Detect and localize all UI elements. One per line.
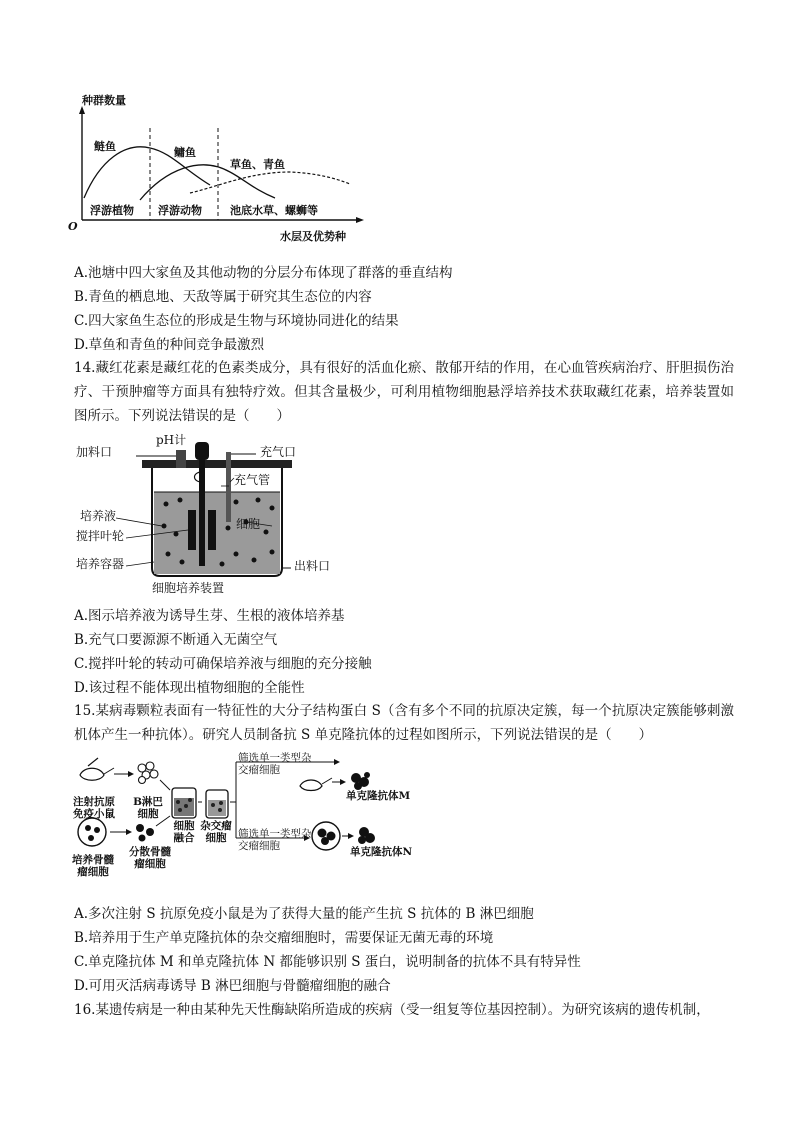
layer-phytoplankton: 浮游植物 bbox=[90, 204, 134, 217]
label-antibody-n: 单克隆抗体N bbox=[350, 846, 413, 858]
q15-stem: 15.某病毒颗粒表面有一特征性的大分子结构蛋白 S（含有多个不同的抗原决定簇，每一个抗原决定簇能够刺激机体产生一种抗体）。研究人员制备抗 S 单克隆抗体的过程如图所示，下列说法错误的是（ ） bbox=[74, 703, 734, 743]
q13-figure bbox=[68, 94, 370, 250]
layer-zooplankton: 浮游动物 bbox=[158, 204, 202, 217]
label-myeloma-culture: 培养骨髓瘤细胞 bbox=[72, 854, 114, 878]
x-axis-label: 水层及优势种 bbox=[280, 230, 346, 243]
label-container: 培养容器 bbox=[76, 557, 125, 571]
q15-option-b: B.培养用于生产单克隆抗体的杂交瘤细胞时，需要保证无菌无毒的环境 bbox=[74, 930, 494, 946]
label-b-cells: B淋巴细胞 bbox=[133, 796, 163, 820]
q14-option-d: D.该过程不能体现出植物细胞的全能性 bbox=[74, 680, 305, 696]
q13-option-d: D.草鱼和青鱼的种间竞争最激烈 bbox=[74, 337, 265, 353]
q14-option-a: A.图示培养液为诱导生芽、生根的液体培养基 bbox=[74, 608, 345, 624]
label-medium: 培养液 bbox=[80, 509, 117, 523]
q15-option-a: A.多次注射 S 抗原免疫小鼠是为了获得大量的能产生抗 S 抗体的 B 淋巴细胞 bbox=[74, 906, 534, 922]
label-ph-meter: pH计 bbox=[156, 433, 187, 447]
label-antibody-m: 单克隆抗体M bbox=[346, 790, 411, 802]
label-air-inlet: 充气口 bbox=[260, 445, 297, 459]
label-outlet: 出料口 bbox=[294, 559, 331, 573]
q13-option-c: C.四大家鱼生态位的形成是生物与环境协同进化的结果 bbox=[74, 313, 399, 329]
label-injected-mouse: 注射抗原免疫小鼠 bbox=[73, 796, 115, 820]
species-bighead-carp: 鳙鱼 bbox=[174, 146, 196, 159]
q15-option-c: C.单克隆抗体 M 和单克隆抗体 N 都能够识别 S 蛋白，说明制备的抗体不具有特异性 bbox=[74, 954, 581, 970]
q14-option-b: B.充气口要源源不断通入无菌空气 bbox=[74, 632, 278, 648]
q14-option-c: C.搅拌叶轮的转动可确保培养液与细胞的充分接触 bbox=[74, 656, 372, 672]
q13-graph bbox=[70, 100, 370, 250]
label-screen-bottom: 筛选单一类型杂交瘤细胞 bbox=[238, 828, 312, 852]
label-hybridoma: 杂交瘤细胞 bbox=[200, 820, 232, 844]
q16-stem: 16.某遗传病是一种由某种先天性酶缺陷所造成的疾病（受一组复等位基因控制）。为研究该病的遗传机制， bbox=[74, 1002, 710, 1018]
grass-carp-curve bbox=[190, 172, 350, 193]
origin-label: O bbox=[68, 220, 78, 233]
label-inlet: 加料口 bbox=[76, 445, 113, 459]
species-grass-black-carp: 草鱼、青鱼 bbox=[230, 158, 285, 171]
q13-option-b: B.青鱼的栖息地、天敌等属于研究其生态位的内容 bbox=[74, 289, 372, 305]
label-impeller: 搅拌叶轮 bbox=[76, 529, 125, 543]
label-dispersed-myeloma: 分散骨髓瘤细胞 bbox=[129, 846, 171, 870]
q15-figure bbox=[70, 750, 430, 885]
figure-caption: 细胞培养装置 bbox=[152, 581, 225, 595]
label-cells: 细胞 bbox=[236, 517, 261, 531]
q14-figure bbox=[76, 430, 336, 600]
q15-option-d: D.可用灭活病毒诱导 B 淋巴细胞与骨髓瘤细胞的融合 bbox=[74, 978, 391, 994]
y-axis-label: 种群数量 bbox=[82, 94, 126, 107]
species-silver-carp: 鲢鱼 bbox=[94, 140, 116, 153]
label-screen-top: 筛选单一类型杂交瘤细胞 bbox=[238, 752, 312, 776]
layer-bottom: 池底水草、螺蛳等 bbox=[230, 204, 318, 217]
q14-stem: 14.藏红花素是藏红花的色素类成分，具有很好的活血化瘀、散郁开结的作用，在心血管疾病治疗、肝胆损伤治疗、干预肿瘤等方面具有独特疗效。但其含量极少，可利用植物细胞悬浮培养技术获取藏红花素，培养装置如图所示。下列说法错误的是（ ） bbox=[74, 360, 734, 424]
label-air-tube: 充气管 bbox=[234, 473, 271, 487]
label-fusion: 细胞融合 bbox=[173, 820, 195, 844]
q13-option-a: A.池塘中四大家鱼及其他动物的分层分布体现了群落的垂直结构 bbox=[74, 265, 453, 281]
